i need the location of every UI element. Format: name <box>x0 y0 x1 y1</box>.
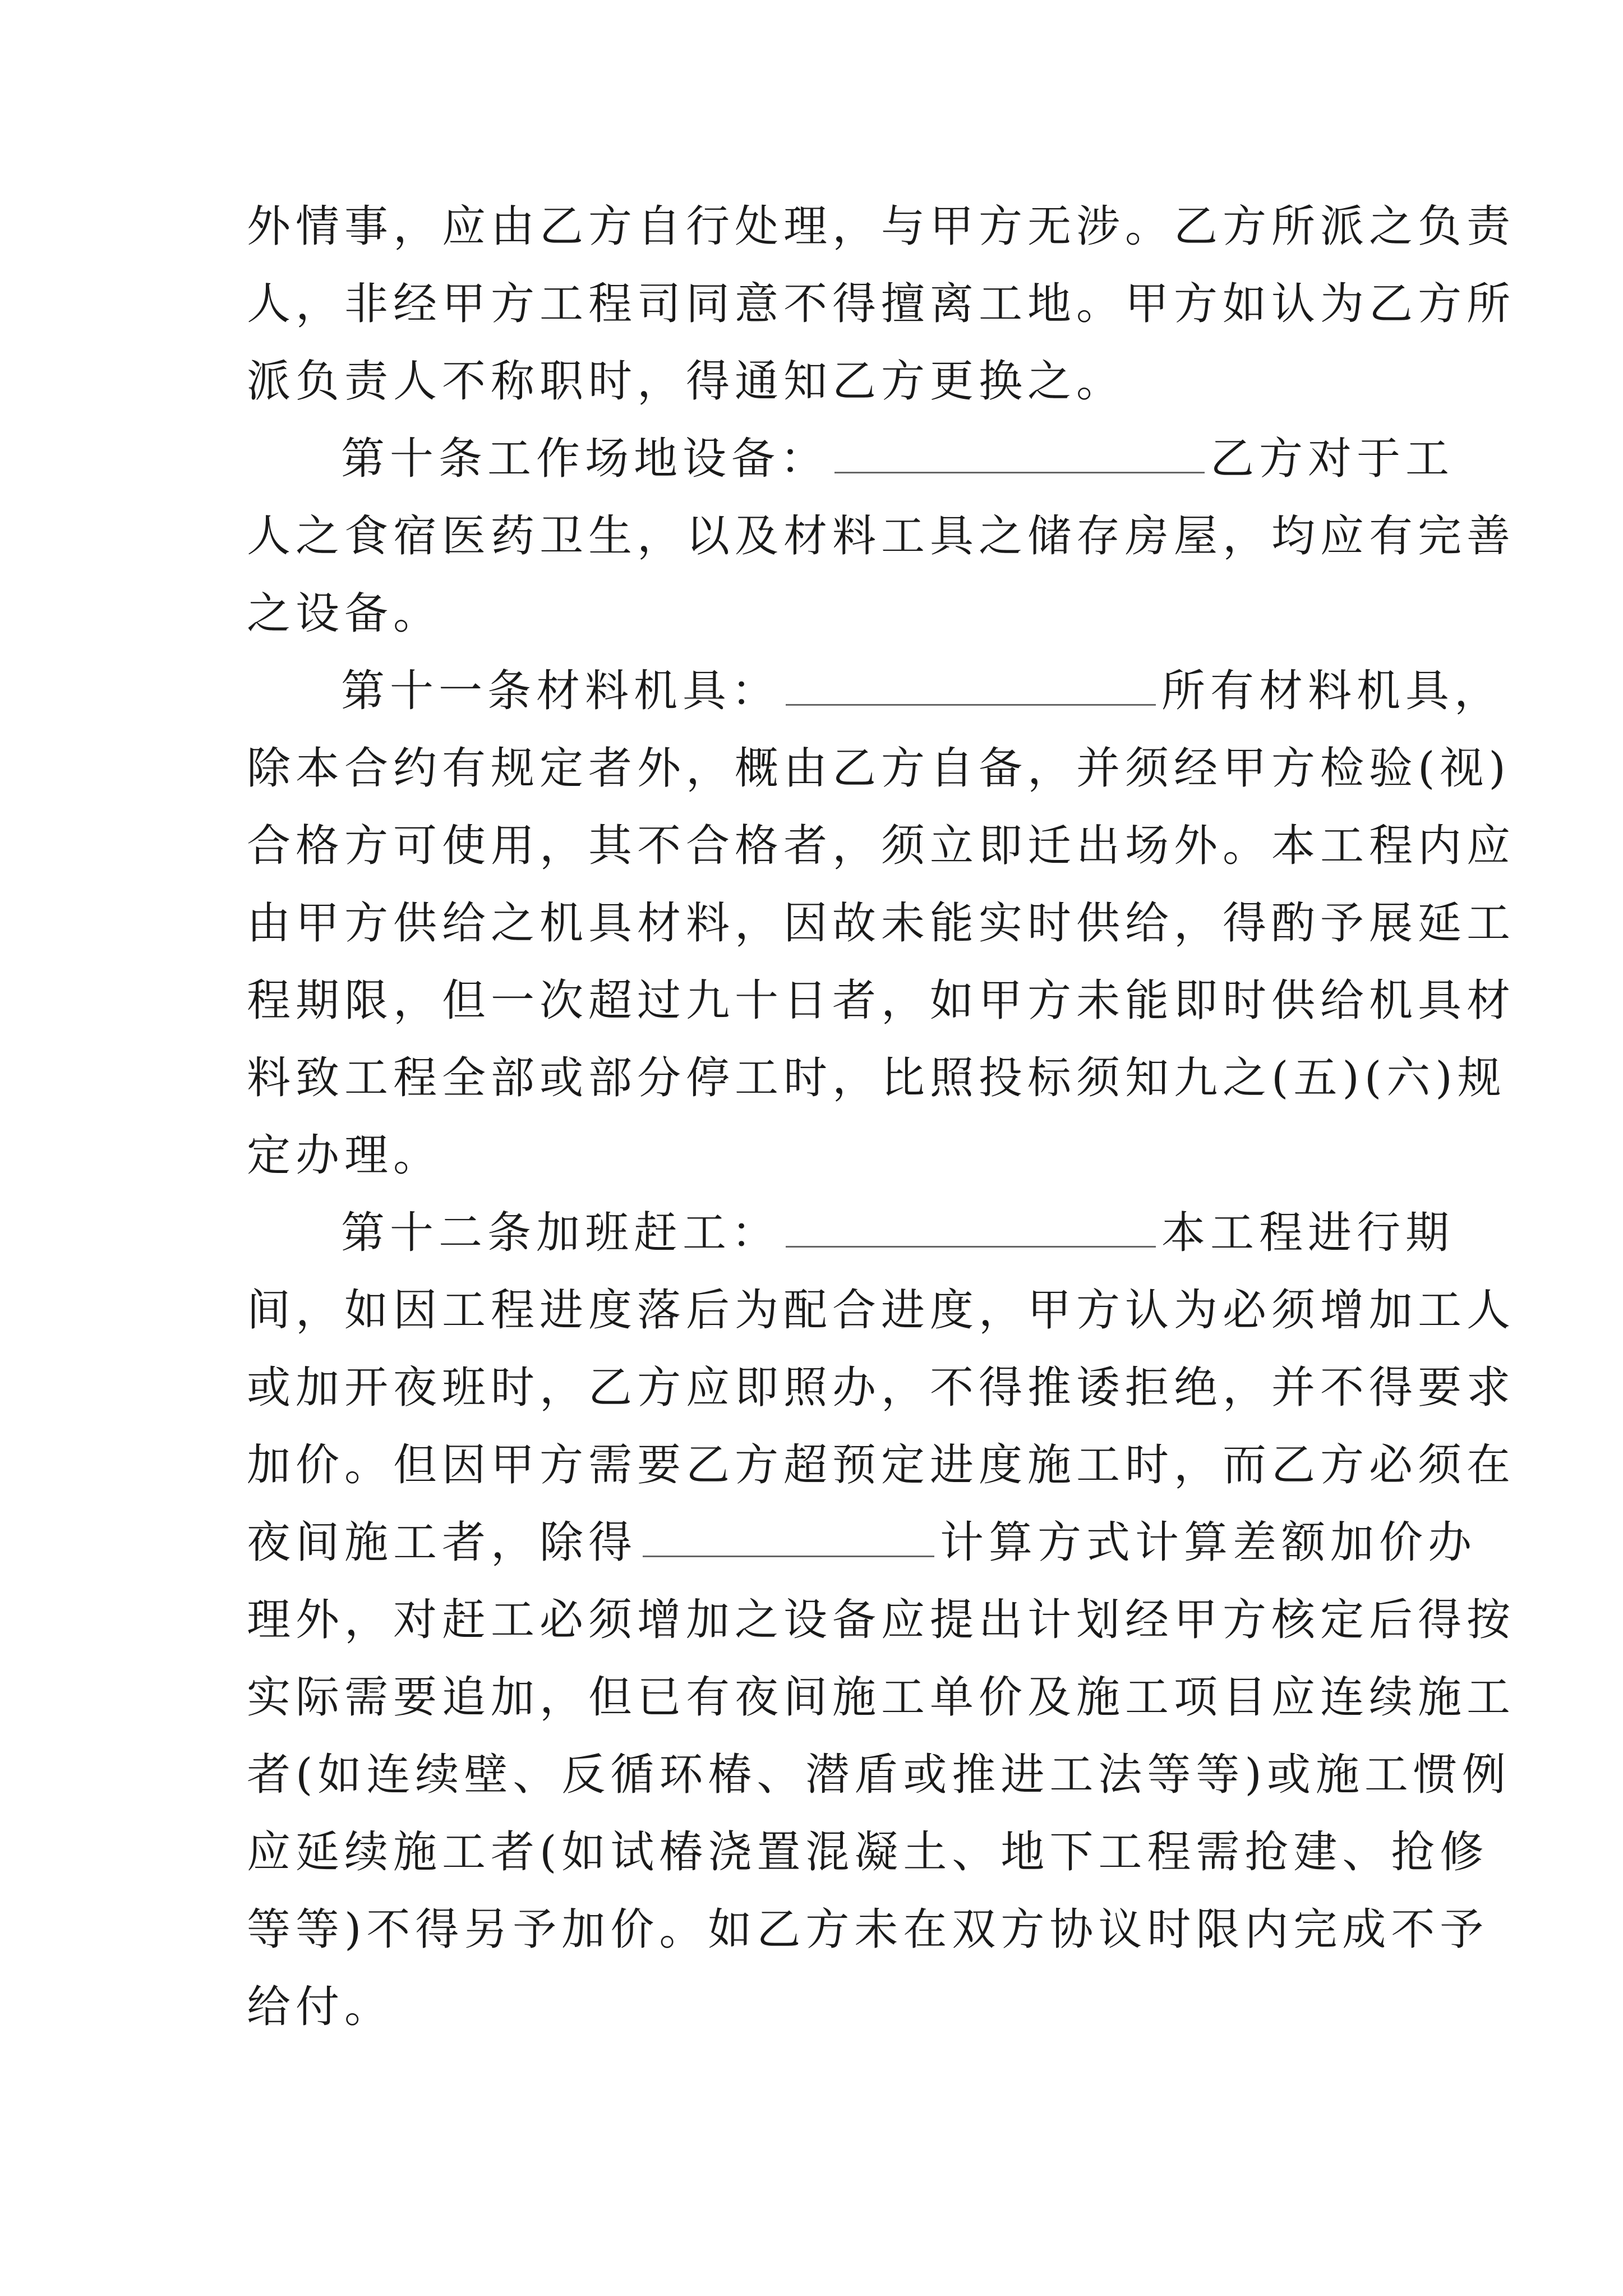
text-line: 外情事，应由乙方自行处理，与甲方无涉。乙方所派之负责 <box>247 201 1516 252</box>
contract-text <box>247 188 1516 2046</box>
blank-field <box>643 1516 934 1557</box>
blank-field <box>834 432 1205 473</box>
article-12-heading-line <box>247 1194 1455 1272</box>
text-line: 者(如连续壁、反循环椿、潜盾或推进工法等等)或施工惯例 <box>247 1750 1511 1800</box>
text-line: 等等)不得另予加价。如乙方未在双方协议时限内完成不予 <box>247 1904 1489 1955</box>
text-line: 间，如因工程进度落后为配合进度，甲方认为必须增加工人 <box>247 1285 1516 1336</box>
text-line: 合格方可使用，其不合格者，须立即迁出场外。本工程内应 <box>247 821 1516 871</box>
text-line: 理外，对赶工必须增加之设备应提出计划经甲方核定后得按 <box>247 1595 1516 1645</box>
text-fragment: 所有材料机具， <box>1161 666 1504 716</box>
text-line: 给付。 <box>247 1982 394 2032</box>
text-line-with-blank <box>247 1504 1477 1581</box>
article-12-title: 第十二条加班赶工： <box>341 1208 781 1258</box>
text-line: 实际需要追加，但已有夜间施工单价及施工项目应连续施工 <box>247 1672 1516 1723</box>
article-11-heading-line <box>247 652 1504 730</box>
text-line: 人，非经甲方工程司同意不得擅离工地。甲方如认为乙方所 <box>247 279 1516 329</box>
blank-field <box>786 1207 1156 1248</box>
article-11-title: 第十一条材料机具： <box>341 666 781 716</box>
text-line: 应延续施工者(如试椿浇置混凝土、地下工程需抢建、抢修 <box>247 1827 1489 1878</box>
blank-field <box>786 665 1156 706</box>
text-line: 程期限，但一次超过九十日者，如甲方未能即时供给机具材 <box>247 976 1516 1026</box>
text-line: 加价。但因甲方需要乙方超预定进度施工时，而乙方必须在 <box>247 1440 1516 1490</box>
text-line: 定办理。 <box>247 1130 442 1181</box>
article-10-title: 第十条工作场地设备： <box>341 434 829 484</box>
text-fragment: 计算方式计算差额加价办 <box>940 1517 1477 1568</box>
text-fragment: 本工程进行期 <box>1161 1208 1455 1258</box>
text-line: 由甲方供给之机具材料，因故未能实时供给，得酌予展延工 <box>247 898 1516 949</box>
text-fragment: 夜间施工者，除得 <box>247 1517 638 1568</box>
text-line: 派负责人不称职时，得通知乙方更换之。 <box>247 356 1126 407</box>
text-fragment: 乙方对于工 <box>1210 434 1455 484</box>
text-line: 料致工程全部或部分停工时，比照投标须知九之(五)(六)规 <box>247 1053 1506 1103</box>
text-line: 人之食宿医药卫生，以及材料工具之储存房屋，均应有完善 <box>247 511 1516 562</box>
text-line: 之设备。 <box>247 588 442 639</box>
text-line: 或加开夜班时，乙方应即照办，不得推诿拒绝，并不得要求 <box>247 1363 1516 1413</box>
text-line: 除本合约有规定者外，概由乙方自备，并须经甲方检验(视) <box>247 743 1511 794</box>
article-10-heading-line <box>247 420 1455 498</box>
